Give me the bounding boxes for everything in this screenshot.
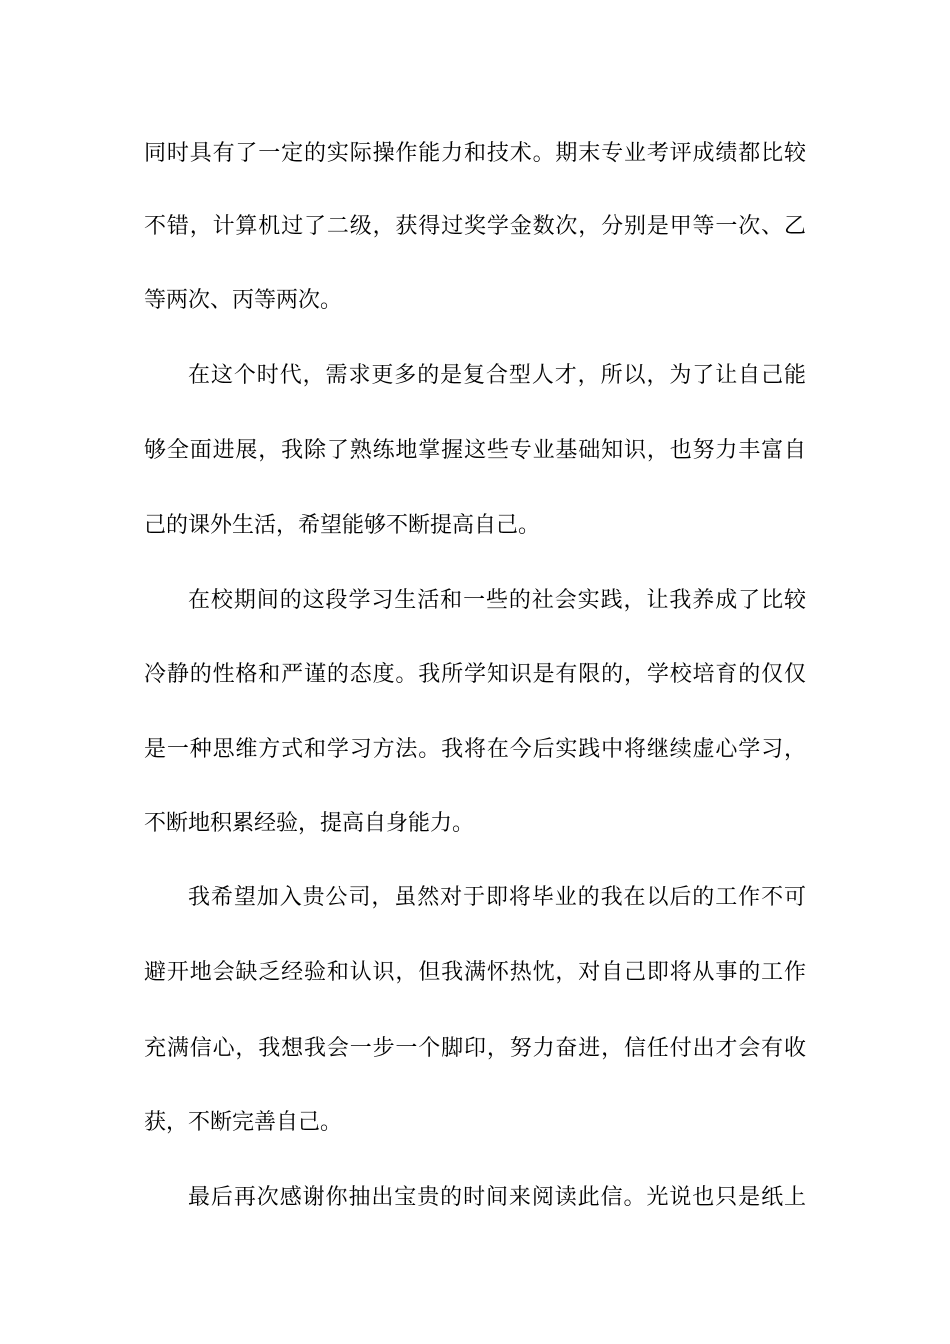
text-line: 充满信心，我想我会一步一个脚印，努力奋进，信任付出才会有收	[144, 1036, 806, 1061]
paragraph-first-line: 最后再次感谢你抽出宝贵的时间来阅读此信。光说也只是纸上	[188, 1185, 806, 1210]
text-line: 是一种思维方式和学习方法。我将在今后实践中将继续虚心学习，	[144, 737, 806, 762]
paragraph-first-line: 我希望加入贵公司，虽然对于即将毕业的我在以后的工作不可	[188, 885, 806, 910]
paragraph-first-line: 在这个时代，需求更多的是复合型人才，所以，为了让自己能	[188, 363, 806, 388]
text-line: 等两次、丙等两次。	[144, 288, 343, 313]
text-line: 获，不断完善自己。	[144, 1110, 343, 1135]
paragraph-first-line: 在校期间的这段学习生活和一些的社会实践，让我养成了比较	[188, 588, 806, 613]
text-line: 避开地会缺乏经验和认识，但我满怀热忱，对自己即将从事的工作	[144, 960, 806, 985]
text-line: 不错，计算机过了二级，获得过奖学金数次，分别是甲等一次、乙	[144, 214, 806, 239]
text-line: 够全面进展，我除了熟练地掌握这些专业基础知识，也努力丰富自	[144, 438, 806, 463]
text-line: 不断地积累经验，提高自身能力。	[144, 811, 475, 836]
text-line: 同时具有了一定的实际操作能力和技术。期末专业考评成绩都比较	[144, 141, 806, 166]
text-line: 己的课外生活，希望能够不断提高自己。	[144, 513, 541, 538]
text-line: 冷静的性格和严谨的态度。我所学知识是有限的，学校培育的仅仅	[144, 662, 806, 687]
